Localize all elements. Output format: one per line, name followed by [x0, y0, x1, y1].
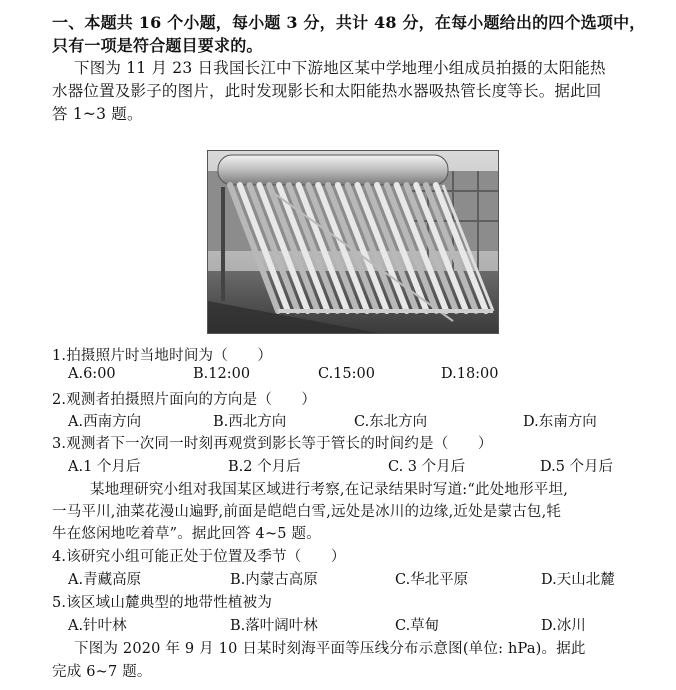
intro1-line1: 下图为 11 月 23 日我国长江中下游地区某中学地理小组成员拍摄的太阳能热 — [74, 59, 606, 77]
intro1-line2: 水器位置及影子的图片，此时发现影长和太阳能热水器吸热管长度等长。据此回 — [52, 82, 602, 100]
q3-option-b: B.2 个月后 — [228, 459, 301, 475]
q2-option-d: D.东南方向 — [523, 414, 597, 430]
solar-water-heater-photo — [207, 150, 499, 334]
q3-option-c: C. 3 个月后 — [388, 459, 466, 475]
q4-option-a: A.青藏高原 — [68, 572, 142, 588]
intro2-line3: 牛在悠闲地吃着草”。据此回答 4~5 题。 — [52, 526, 321, 542]
q3-option-d: D.5 个月后 — [540, 459, 614, 475]
q5-option-d: D.冰川 — [541, 618, 586, 634]
section-heading-line1: 一、本题共 16 个小题，每小题 3 分，共计 48 分，在每小题给出的四个选项中， — [52, 13, 646, 32]
question-3-stem: 3.观测者下一次同一时刻再观赏到影长等于管长的时间约是（ ） — [52, 436, 493, 452]
section-heading-line2: 只有一项是符合题目要求的。 — [52, 36, 263, 55]
q5-option-c: C.草甸 — [395, 618, 440, 634]
q4-option-b: B.内蒙古高原 — [230, 572, 318, 588]
q4-option-d: D.天山北麓 — [541, 572, 615, 588]
q3-option-a: A.1 个月后 — [68, 459, 141, 475]
intro2-line1: 某地理研究小组对我国某区域进行考察,在记录结果时写道:“此处地形平坦, — [90, 482, 569, 498]
question-4-stem: 4.该研究小组可能正处于位置及季节（ ） — [52, 549, 346, 565]
q1-option-b: B.12:00 — [193, 366, 251, 382]
intro3-line1: 下图为 2020 年 9 月 10 日某时刻海平面等压线分布示意图(单位: hPa)。据此 — [74, 641, 586, 657]
q1-option-a: A.6:00 — [68, 366, 116, 382]
intro2-line2: 一马平川,油菜花漫山遍野,前面是皑皑白雪,远处是冰川的边缘,近处是蒙古包,牦 — [52, 504, 562, 520]
intro3-line2: 完成 6~7 题。 — [52, 664, 152, 680]
q2-option-b: B.西北方向 — [213, 414, 287, 430]
question-2-stem: 2.观测者拍摄照片面向的方向是（ ） — [52, 392, 317, 408]
intro1-line3: 答 1~3 题。 — [52, 105, 143, 123]
q1-option-d: D.18:00 — [441, 366, 499, 382]
question-1-stem: 1.拍摄照片时当地时间为（ ） — [52, 348, 273, 364]
q4-option-c: C.华北平原 — [395, 572, 469, 588]
q2-option-c: C.东北方向 — [354, 414, 428, 430]
q5-option-b: B.落叶阔叶林 — [230, 618, 318, 634]
q5-option-a: A.针叶林 — [68, 618, 127, 634]
question-5-stem: 5.该区域山麓典型的地带性植被为 — [52, 595, 273, 611]
q2-option-a: A.西南方向 — [68, 414, 142, 430]
q1-option-c: C.15:00 — [318, 366, 375, 382]
